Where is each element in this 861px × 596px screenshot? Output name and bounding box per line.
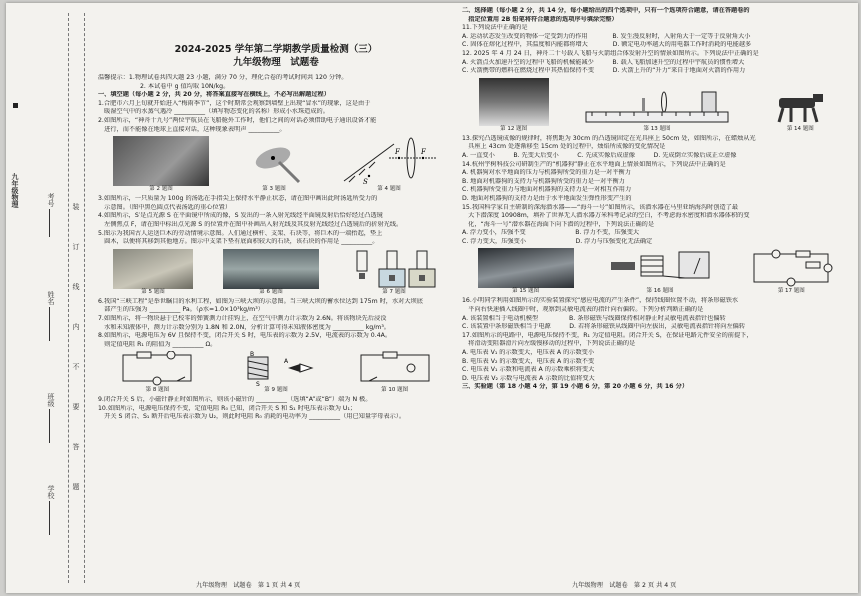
- figure-15: [478, 248, 574, 295]
- spring-scale-figure: [349, 249, 439, 289]
- binding-strip: [6, 3, 96, 593]
- figure-14: [765, 90, 835, 133]
- question-line: D. 地面对机器狗的支持力是由于水平地面发生弹性形变产生的: [462, 194, 632, 202]
- figure-row-r1: [462, 78, 852, 133]
- figure-16: [605, 248, 715, 295]
- induction-figure: [605, 248, 715, 288]
- figure-8: [117, 351, 197, 394]
- rocket-launch-photo: [479, 78, 549, 126]
- question-line: A. 浮力变小，压强不变 B. 浮力不变，压强变大: [462, 229, 640, 237]
- page-2: [462, 7, 852, 392]
- figure-caption: 第 2 题图: [149, 186, 173, 193]
- exam-title: 2024-2025 学年第二学期教学质量检测（三）: [174, 44, 378, 55]
- question-line: 10.如图所示，电源电压保持不变，定值电阻 R₀ 已知，闭合开关 S 和 S₁ 时电压表示数为 U₁；: [98, 404, 357, 412]
- question-line: 具座上 43cm 处逐渐移至 15cm 处的过程中，烛焰所成像的变化情况是: [462, 143, 666, 151]
- figure-13: [582, 90, 732, 133]
- question-line: C. 机器狗所受重力与地面对机器狗的支持力是一对相互作用力: [462, 186, 632, 194]
- seal-line: [84, 13, 85, 583]
- spoon-figure: [239, 136, 309, 186]
- three-gorges-dam-photo: [223, 249, 319, 289]
- figure-caption: 第 14 题图: [786, 125, 814, 132]
- question-line: 三、实验题（第 18 小题 4 分，第 19 小题 6 分，第 20 小题 6 分，共 16 分）: [462, 383, 689, 391]
- question-line: 左侧焦点 F，请在图中标出点光源 S 的位置并在图中补画出入射光线及其反射光线经过凸透镜后的折射光线。: [98, 220, 403, 228]
- focus-label: F: [395, 148, 400, 157]
- question-line: 化，“海斗一号”潜水器在海面下向下潜的过程中，下列说法正确的是: [462, 220, 655, 228]
- question-line: 指定位置用 2B 铅笔将符合题意的选项序号填涂完整）: [462, 15, 618, 23]
- figure-caption: 第 12 题图: [500, 125, 528, 132]
- field-school: 学校: [47, 485, 55, 499]
- robot-dog-figure: [765, 90, 835, 126]
- question-line: 13.探究凸透镜成像的规律时，将焦距为 30cm 的凸透镜固定在光具座上 50cm 处，如图所示，在蜡烛从光: [462, 134, 756, 142]
- question-line: 一、填空题（每小题 2 分，共 20 分，将答案直接写在横线上，不必写出解题过程）: [98, 91, 330, 99]
- page-2-footer: 九年级物理 试题卷 第 2 页 共 4 页: [572, 582, 677, 589]
- question-line: 开关 S 闭合、S₁ 断开后电压表示数为 U₂，则此时电阻 R₀ 消耗的电功率为 __________（用已知量字母表示）。: [98, 413, 406, 421]
- seal-char: 要: [72, 403, 80, 410]
- figure-10: [355, 351, 435, 394]
- seal-char: 不: [72, 363, 80, 370]
- figure-caption: 第 5 题图: [141, 288, 165, 295]
- question-line: 示意图。（图中黑色圆点代表汤匙的重心位置）: [98, 203, 232, 211]
- mirror-lens-figure: [339, 136, 439, 186]
- question-line: 3.如图所示，一只质量为 100g 的汤匙在手指尖上保持水平静止状态，请在图中画出此时汤匙所受力的: [98, 195, 378, 203]
- binding-subject: 九年级物理: [11, 173, 19, 208]
- astronaut-photo: [113, 136, 209, 186]
- field-exam-no: 考号: [47, 193, 55, 207]
- question-line: 14.杭州宇树科技公司研制生产的“机器狗”静止在水平地面上情景如图所示，下列说法中正确的是: [462, 160, 726, 168]
- question-line: 将滑动变阻器滑片向左缓慢移动的过程中，下列说法正确的是: [462, 340, 636, 348]
- question-line: 11.下列说法中正确的是: [462, 24, 528, 32]
- question-line: C. 电压表 V₁ 示数和电流表 A 的示数乘积将变大: [462, 366, 595, 374]
- question-line: 平向右快速插入线圈中时，观察到灵敏电流表的指针向右偏转。下列分析判断正确的是: [462, 306, 704, 314]
- figure-caption: 第 6 题图: [259, 288, 283, 295]
- figure-caption: 第 16 题图: [646, 288, 674, 295]
- field-class: 班级: [47, 393, 55, 407]
- note-line: 温馨提示：1.物理试卷共四大题 23 小题，满分 70 分，理化合卷的考试时间共 120 分钟。: [98, 74, 348, 81]
- question-line: 5.图示为我国古人运送巨木的劳动情境示意图。人们通过横杆、支架、石块等，将巨木的一端抬起，垫上: [98, 229, 383, 237]
- circuit-17-figure: [746, 248, 836, 288]
- page-1: [98, 3, 454, 422]
- section-2-lines-c: [462, 297, 852, 392]
- seal-char: 线: [72, 283, 80, 290]
- question-line: C. 固体在熔化过程中，其温度和内能都将增大 D. 额定电功率越大的用电器工作时消耗的电能越多: [462, 41, 752, 49]
- exam-sheet: [6, 3, 858, 593]
- figure-9: [236, 351, 316, 394]
- figure-12: [479, 78, 549, 133]
- circuit-8-figure: [117, 351, 197, 387]
- solenoid-figure: [236, 351, 316, 387]
- switch-label: S: [255, 381, 260, 388]
- question-line: 12. 2025 年 4 月 24 日，神舟二十号载人飞船与火箭组合体发射升空的情景如图所示。下列说法中正确的是: [462, 49, 759, 57]
- question-line: 9.闭合开关 S 后，小磁针静止时如图所示，则该小磁针的 __________（选填“A”或“B”）端为 N 极。: [98, 396, 372, 404]
- question-line: D. 电压表 V₂ 示数与电流表 A 示数的比值将变大: [462, 374, 595, 382]
- figure-row-b: [98, 249, 454, 296]
- seal-char: 题: [72, 483, 80, 490]
- question-line: A. 该装置相当于电动机模型 B. 条形磁铁与线圈保持相对静止时灵敏电流表指针也偏转: [462, 314, 726, 322]
- question-line: A. 电压表 V₁ 的示数变大，电压表 A 的示数变小: [462, 349, 595, 357]
- pole-label: B: [249, 351, 255, 359]
- seal-char: 答: [72, 443, 80, 450]
- figure-caption: 第 10 题图: [381, 387, 409, 394]
- section-1-lines-b: [98, 195, 454, 247]
- figure-3: [239, 136, 309, 193]
- figure-caption: 第 9 题图: [264, 387, 288, 394]
- question-line: 17.如图所示的电路中，电源电压保持不变，R₁ 为定值电阻。闭合开关 S，在保证电路元件安全的前提下，: [462, 331, 753, 339]
- submersible-photo: [478, 248, 574, 288]
- figure-caption: 第 15 题图: [512, 288, 540, 295]
- question-line: 大下潜深度 10908m，填补了世界无人潜水器万米科考记录的空白，不考虑海水密度和潜水器体积的变: [462, 212, 750, 220]
- question-line: 15.我国科学家自主研制的深海潜水器——“海斗一号”如图所示，该潜水器在马里亚纳海沟时创造了最: [462, 203, 739, 211]
- figure-caption: 第 3 题图: [262, 186, 286, 193]
- log-transport-picture: [113, 249, 193, 289]
- question-line: 则定值电阻 R₁ 的阻值为 __________ Ω。: [98, 340, 217, 348]
- question-line: 圆木，以便将其移到其他地方。图示中支架下垫有底面积较大的石块，该石块的作用是 __________。: [98, 238, 379, 246]
- figure-caption: 第 17 题图: [777, 288, 805, 295]
- question-line: 水和未知液体中，测力计示数分别为 1.8N 和 2.0N，分析计算可得未知液体密度为 __________ kg/m³。: [98, 323, 390, 331]
- question-line: A. 一直变小 B. 先变大后变小 C. 先成实像后成虚像 D. 先成倒立实像后成正立虚像: [462, 151, 737, 159]
- question-line: 暖湿空气中的水蒸气遇冷 __________（填写物态变化的名称）形成小水珠造成的。: [98, 108, 329, 116]
- figure-caption: 第 7 题图: [382, 288, 406, 295]
- question-line: 进行，而不能像在地球上直接对话，这种现象表明声 __________。: [98, 125, 286, 133]
- figure-4: [339, 136, 439, 193]
- optical-bench-figure: [582, 90, 732, 126]
- figure-2: [113, 136, 209, 193]
- question-line: 8.如图所示，电源电压为 6V 且保持不变，闭合开关 S 时，电压表的示数为 2.5V，电流表的示数为 0.4A。: [98, 332, 392, 340]
- section-2-lines-b: [462, 135, 852, 247]
- section-1-lines-d: [98, 396, 454, 422]
- section-1-lines-a: [98, 91, 454, 134]
- question-line: A. 火箭点火加速升空的过程中飞船的机械能减少 B. 载人飞船加速升空的过程中宇航员的惯性增大: [462, 58, 745, 66]
- field-line: [49, 501, 50, 535]
- figure-caption: 第 4 题图: [377, 186, 401, 193]
- circuit-10-figure: [355, 351, 435, 387]
- figure-5: [113, 249, 193, 296]
- question-line: C. 浮力变大，压强变小 D. 浮力与压强变化无法确定: [462, 237, 653, 245]
- page-1-footer: 九年级物理 试题卷 第 1 页 共 4 页: [196, 582, 301, 589]
- question-line: 部产生的压强为 __________ Pa。（ρ水=1.0×10³kg/m³）: [98, 306, 264, 314]
- figure-caption: 第 13 题图: [643, 125, 671, 132]
- figure-row-a: [98, 136, 454, 193]
- note-line: 2. 本试卷中 g 值均取 10N/kg。: [140, 82, 230, 90]
- section-2-lines-a: [462, 7, 852, 76]
- field-name: 姓名: [47, 291, 55, 305]
- question-line: B. 地面对机器狗的支持力与机器狗所受的重力是一对平衡力: [462, 177, 625, 185]
- seal-char: 订: [72, 243, 80, 250]
- field-line: [49, 409, 50, 443]
- figure-17: [746, 248, 836, 295]
- exam-subtitle: 九年级物理 试题卷: [233, 57, 319, 68]
- focus-label: F: [421, 148, 426, 157]
- figure-7: [349, 249, 439, 296]
- needle-label: A: [283, 358, 289, 366]
- figure-row-r2: [462, 248, 852, 295]
- question-line: 16.小明同学利用如图所示的实验装置探究“感应电流的产生条件”，保持线圈位置不动，将条形磁铁水: [462, 297, 739, 305]
- image-label: S: [363, 178, 368, 187]
- question-line: 二、选择题（每小题 2 分，共 14 分，每小题给出的四个选项中，只有一个选项符合题意，请在答题卷的: [462, 7, 750, 14]
- question-line: A. 机器狗对水平地面的压力与机器狗所受的重力是一对平衡力: [462, 169, 631, 177]
- seal-char: 内: [72, 323, 80, 330]
- question-line: 4.如图所示，S′是点光源 S 在平面镜中所成的像，S 发出的一条入射光线经平面镜反射后恰好经过凸透镜: [98, 212, 383, 220]
- question-line: C. 火箭携带的燃料在燃烧过程中其热值保持不变 D. 火箭上升的“升力”来自于地面对火箭的作用力: [462, 67, 746, 75]
- section-1-lines-c: [98, 298, 454, 350]
- question-line: A. 运动状态发生改变的物体一定受到力的作用 B. 发生漫反射时，入射角大于一定等于反射角大小: [462, 32, 751, 40]
- figure-6: [223, 249, 319, 296]
- seal-char: 装: [72, 203, 80, 210]
- figure-caption: 第 8 题图: [145, 387, 170, 394]
- question-line: 1.合肥市六月上旬就开始进入“梅雨季节”，这个时期常会观察到墙壁上出现“冒水”的现象，这是由于: [98, 99, 371, 107]
- field-line: [49, 209, 50, 237]
- question-line: B. 电压表 V₂ 的示数变大，电压表 A 的示数不变: [462, 357, 595, 365]
- question-line: C. 该装置中条形磁铁相当于电源 D. 若将条形磁铁从线圈中向左拔出，灵敏电流表指针将向左偏转: [462, 323, 746, 331]
- field-line: [49, 307, 50, 341]
- question-line: 2.如图所示，“神舟十九号”两位宇航员在飞船舱外工作时，他们之间的对话必须借助电子通讯设备才能: [98, 116, 377, 124]
- figure-row-c: [98, 351, 454, 394]
- seal-line: [68, 13, 69, 583]
- question-line: 6.我国“三峡工程”是举世瞩目的水利工程，如图为三峡大坝的示意图。当三峡大坝的蓄水位达到 175m 时，水对大坝底: [98, 297, 423, 305]
- question-line: 7.如图所示，将一物块悬于已校零的弹簧测力计挂钩上，在空气中测力计示数为 2.6N。将该物块先后浸没: [98, 314, 387, 322]
